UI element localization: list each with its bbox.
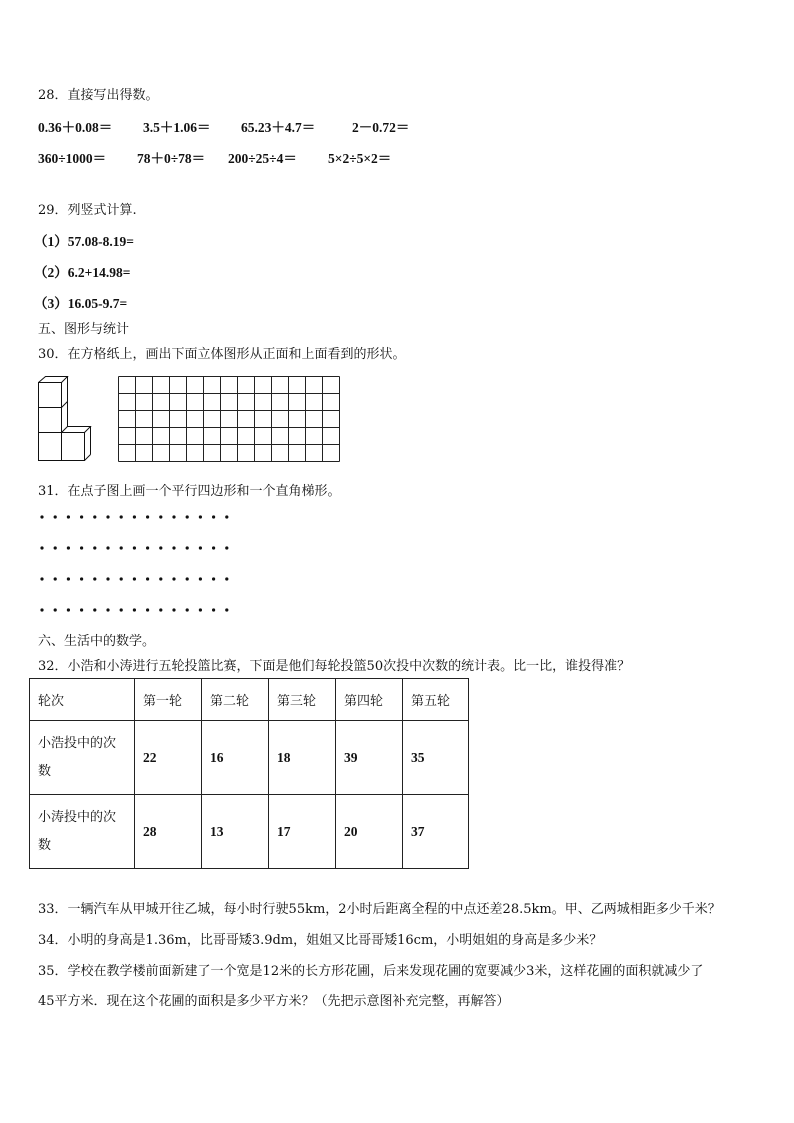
table-header-cell: 第五轮 bbox=[403, 679, 469, 721]
q35-line-1: 35．学校在教学楼前面新建了一个宽是12米的长方形花圃，后来发现花圃的宽要减少3米，这样花圃的面积就减少了 bbox=[38, 964, 704, 979]
grid-dot bbox=[172, 515, 175, 518]
section-heading-5: 五、图形与统计 bbox=[38, 322, 130, 337]
grid-dot bbox=[80, 577, 83, 580]
grid-dot bbox=[225, 515, 228, 518]
grid-dot bbox=[67, 577, 70, 580]
table-header-cell: 第一轮 bbox=[135, 679, 202, 721]
table-cell: 16 bbox=[202, 721, 269, 795]
grid-dot bbox=[93, 546, 96, 549]
grid-dot bbox=[146, 546, 149, 549]
calc-item: 0.36＋0.08＝ bbox=[38, 120, 113, 135]
grid-dot bbox=[159, 577, 162, 580]
dot-row[interactable] bbox=[40, 606, 236, 614]
table-header-cell: 第二轮 bbox=[202, 679, 269, 721]
dot-row[interactable] bbox=[40, 513, 236, 521]
table-cell: 18 bbox=[269, 721, 336, 795]
grid-dot bbox=[54, 577, 57, 580]
grid-dot bbox=[133, 577, 136, 580]
grid-dot bbox=[186, 577, 189, 580]
grid-dot bbox=[120, 577, 123, 580]
shooting-stats-table bbox=[29, 678, 469, 869]
grid-dot bbox=[172, 577, 175, 580]
row-label: 小浩投中的次 数 bbox=[30, 721, 135, 795]
grid-dot bbox=[186, 608, 189, 611]
grid-dot bbox=[120, 608, 123, 611]
dot-row[interactable] bbox=[40, 575, 236, 583]
grid-dot bbox=[146, 577, 149, 580]
grid-dot bbox=[67, 608, 70, 611]
row-label: 小涛投中的次 数 bbox=[30, 795, 135, 869]
section-heading-6: 六、生活中的数学。 bbox=[38, 634, 156, 649]
table-cell: 37 bbox=[403, 795, 469, 869]
q35-line-2: 45平方米．现在这个花圃的面积是多少平方米？（先把示意图补充完整，再解答） bbox=[38, 994, 510, 1009]
table-row bbox=[30, 795, 469, 869]
grid-dot bbox=[212, 577, 215, 580]
q29-item-3: （3）16.05-9.7= bbox=[34, 296, 128, 311]
grid-dot bbox=[80, 608, 83, 611]
grid-dot bbox=[186, 515, 189, 518]
grid-dot bbox=[159, 608, 162, 611]
grid-dot bbox=[120, 515, 123, 518]
grid-dot bbox=[67, 546, 70, 549]
q29-item-2: （2）6.2+14.98= bbox=[34, 265, 131, 280]
grid-dot bbox=[199, 515, 202, 518]
q33-text: 33．一辆汽车从甲城开往乙城，每小时行驶55km，2小时后距离全程的中点还差28.5km。甲、乙两城相距多少千米？ bbox=[38, 902, 721, 917]
table-cell: 39 bbox=[336, 721, 403, 795]
grid-dot bbox=[225, 546, 228, 549]
q29-item-1: （1）57.08-8.19= bbox=[34, 234, 134, 249]
table-cell: 13 bbox=[202, 795, 269, 869]
table-header-cell: 第三轮 bbox=[269, 679, 336, 721]
q30-title: 30．在方格纸上，画出下面立体图形从正面和上面看到的形状。 bbox=[38, 347, 406, 362]
grid-dot bbox=[40, 577, 43, 580]
grid-dot bbox=[199, 577, 202, 580]
grid-dot bbox=[186, 546, 189, 549]
grid-dot bbox=[106, 546, 109, 549]
calc-item: 5×2÷5×2＝ bbox=[328, 151, 392, 166]
grid-dot bbox=[133, 608, 136, 611]
table-cell: 20 bbox=[336, 795, 403, 869]
grid-dot bbox=[40, 515, 43, 518]
grid-dot bbox=[93, 608, 96, 611]
grid-dot bbox=[199, 608, 202, 611]
grid-dot bbox=[106, 515, 109, 518]
table-row bbox=[30, 721, 469, 795]
dot-row[interactable] bbox=[40, 544, 236, 552]
grid-dot bbox=[54, 515, 57, 518]
table-cell: 28 bbox=[135, 795, 202, 869]
table-header-cell: 第四轮 bbox=[336, 679, 403, 721]
grid-dot bbox=[146, 608, 149, 611]
table-cell: 35 bbox=[403, 721, 469, 795]
q29-title: 29．列竖式计算. bbox=[38, 203, 137, 218]
grid-dot bbox=[212, 546, 215, 549]
calc-item: 2－0.72＝ bbox=[352, 120, 410, 135]
grid-dot bbox=[172, 608, 175, 611]
grid-dot bbox=[225, 577, 228, 580]
calc-item: 360÷1000＝ bbox=[38, 151, 107, 166]
grid-dot bbox=[54, 546, 57, 549]
calc-item: 200÷25÷4＝ bbox=[228, 151, 297, 166]
calc-item: 78＋0÷78＝ bbox=[137, 151, 206, 166]
q28-title: 28．直接写出得数。 bbox=[38, 88, 159, 103]
grid-dot bbox=[40, 546, 43, 549]
grid-dot bbox=[159, 515, 162, 518]
q34-text: 34．小明的身高是1.36m，比哥哥矮3.9dm，姐姐又比哥哥矮16cm，小明姐姐的身高是多少米？ bbox=[38, 933, 603, 948]
square-grid-paper[interactable] bbox=[118, 376, 342, 466]
grid-dot bbox=[80, 546, 83, 549]
grid-dot bbox=[133, 515, 136, 518]
grid-dot bbox=[225, 608, 228, 611]
grid-dot bbox=[40, 608, 43, 611]
calc-item: 3.5＋1.06＝ bbox=[143, 120, 211, 135]
grid-dot bbox=[212, 608, 215, 611]
grid-dot bbox=[159, 546, 162, 549]
grid-dot bbox=[93, 577, 96, 580]
grid-dot bbox=[93, 515, 96, 518]
q32-title: 32．小浩和小涛进行五轮投篮比赛，下面是他们每轮投篮50次投中次数的统计表。比一比，谁投得准？ bbox=[38, 659, 631, 674]
cube-solid-figure bbox=[37, 375, 93, 467]
grid-dot bbox=[67, 515, 70, 518]
grid-dot bbox=[199, 546, 202, 549]
grid-dot bbox=[133, 546, 136, 549]
table-cell: 22 bbox=[135, 721, 202, 795]
table-header-cell: 轮次 bbox=[30, 679, 135, 721]
grid-dot bbox=[212, 515, 215, 518]
q31-title: 31．在点子图上画一个平行四边形和一个直角梯形。 bbox=[38, 484, 341, 499]
grid-dot bbox=[146, 515, 149, 518]
grid-dot bbox=[120, 546, 123, 549]
calc-item: 65.23＋4.7＝ bbox=[241, 120, 316, 135]
grid-dot bbox=[106, 608, 109, 611]
table-header-row bbox=[30, 679, 469, 721]
grid-dot bbox=[172, 546, 175, 549]
table-cell: 17 bbox=[269, 795, 336, 869]
grid-dot bbox=[80, 515, 83, 518]
grid-dot bbox=[54, 608, 57, 611]
grid-dot bbox=[106, 577, 109, 580]
